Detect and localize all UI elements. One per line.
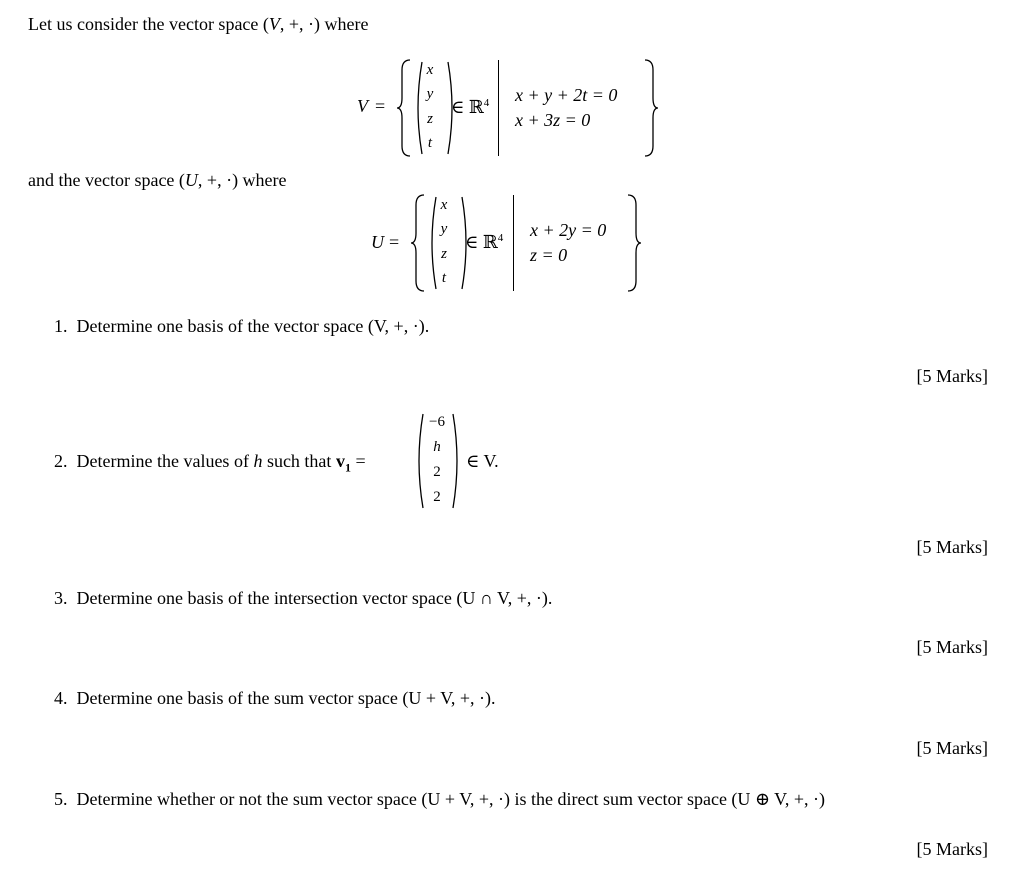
question-2-vector-entry-2: h (433, 439, 441, 455)
set-v-member-of: ∈ ℝ$^4$ (451, 97, 490, 117)
set-v-separator (498, 60, 499, 156)
question-3: 3. Determine one basis of the intersection vector space (U ∩ V, +, ·). (54, 588, 553, 608)
question-4: 4. Determine one basis of the sum vector space (U + V, +, ·). (54, 688, 496, 708)
set-v-left-brace (396, 58, 412, 158)
question-2-vector-entry-1: −6 (429, 414, 445, 430)
intro-line-2: and the vector space (U, +, ·) where (28, 170, 287, 190)
question-1: 1. Determine one basis of the vector space (V, +, ·). (54, 316, 430, 336)
set-u-condition-1: x + 2y = 0 (530, 220, 607, 240)
set-u-separator (513, 195, 514, 291)
set-u-name: U (371, 232, 384, 252)
set-u-vector-y: y (440, 221, 448, 237)
question-2: 2. Determine the values of h such that $v_1$ = (54, 451, 366, 475)
set-u-condition-2: z = 0 (530, 245, 568, 265)
set-u-equals: = (389, 232, 400, 252)
question-1-marks: [5 Marks] (916, 366, 988, 386)
set-v-vector-x: x (426, 62, 434, 78)
question-2-vector-entry-4: 2 (433, 489, 441, 505)
question-5-marks: [5 Marks] (916, 839, 988, 859)
set-u-member-of: ∈ ℝ$^4$ (465, 232, 504, 252)
set-v-equals: = (375, 96, 386, 116)
set-v-vector-t: t (427, 135, 433, 151)
set-u-vector-t: t (441, 270, 447, 286)
question-4-marks: [5 Marks] (916, 738, 988, 758)
set-u-vector-x: x (440, 197, 448, 213)
question-2-vector-entry-3: 2 (433, 464, 441, 480)
set-v-right-brace (643, 58, 659, 158)
set-v-condition-2: x + 3z = 0 (515, 110, 591, 130)
intro-line-1: Let us consider the vector space (V, +, ·) where (28, 14, 369, 34)
set-v-condition-1: x + y + 2t = 0 (515, 85, 618, 105)
set-u-right-brace (626, 193, 642, 293)
set-v-name: V (357, 96, 368, 116)
question-5: 5. Determine whether or not the sum vector space (U + V, +, ·) is the direct sum vector space (U ⊕ V, +, ·) (54, 789, 826, 809)
set-u-left-brace (410, 193, 426, 293)
set-v-vector-y: y (426, 86, 434, 102)
question-3-marks: [5 Marks] (916, 637, 988, 657)
question-2-suffix: ∈ V. (466, 451, 499, 471)
set-v-vector-z: z (427, 111, 433, 127)
set-u-vector-z: z (441, 246, 447, 262)
question-2-marks: [5 Marks] (916, 537, 988, 557)
